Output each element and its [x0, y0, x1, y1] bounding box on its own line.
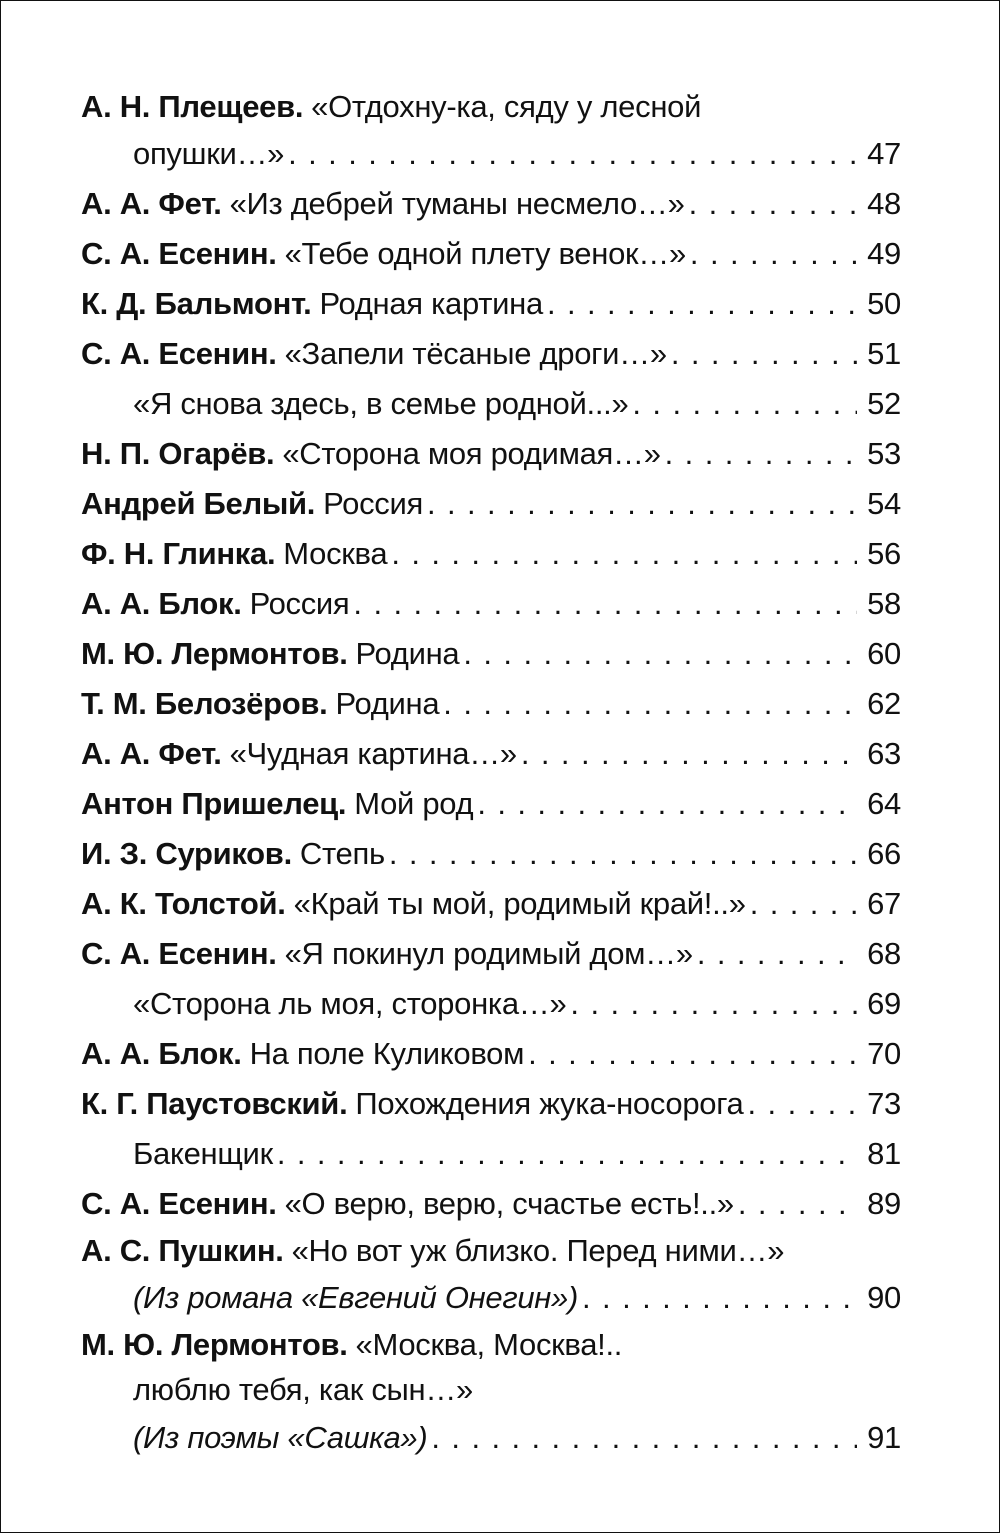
- toc-title: (Из поэмы «Сашка»): [133, 1420, 428, 1455]
- dot-leader: [671, 329, 857, 379]
- toc-title: На поле Куликовом: [249, 1036, 525, 1071]
- toc-title: «Но вот уж близко. Перед ними…»: [291, 1233, 785, 1268]
- toc-page-number: 58: [867, 586, 901, 621]
- toc-line: [81, 1179, 901, 1229]
- toc-line: [81, 479, 901, 529]
- toc-author: Т. М. Белозёров.: [81, 686, 328, 721]
- toc-author: И. З. Суриков.: [81, 836, 292, 871]
- dot-leader: [665, 429, 857, 479]
- toc-line: [81, 629, 901, 679]
- toc-line: [81, 429, 901, 479]
- toc-title: Россия: [323, 486, 423, 521]
- toc-line: [81, 1413, 901, 1463]
- toc-page-number: 64: [867, 786, 901, 821]
- toc-author: А. А. Блок.: [81, 1036, 242, 1071]
- dot-leader: [528, 1029, 857, 1079]
- dot-leader: [750, 879, 857, 929]
- toc-page-number: 56: [867, 536, 901, 571]
- toc-title: «О верю, верю, счастье есть!..»: [284, 1186, 734, 1221]
- toc-entry: [81, 329, 901, 379]
- toc-page-number: 52: [867, 386, 901, 421]
- dot-leader: [738, 1179, 857, 1229]
- toc-title: Степь: [299, 836, 385, 871]
- toc-line: [81, 229, 901, 279]
- toc-author: С. А. Есенин.: [81, 1186, 277, 1221]
- dot-leader: [353, 579, 857, 629]
- toc-line: [81, 129, 901, 179]
- toc-page-number: 81: [867, 1136, 901, 1171]
- toc-page-number: 62: [867, 686, 901, 721]
- toc-page-number: 47: [867, 136, 901, 171]
- toc-line: [81, 879, 901, 929]
- dot-leader: [632, 379, 857, 429]
- toc-page-number: 48: [867, 186, 901, 221]
- toc-line: [81, 1079, 901, 1129]
- toc-line: [81, 679, 901, 729]
- toc-line: [81, 329, 901, 379]
- toc-author: М. Ю. Лермонтов.: [81, 1327, 348, 1362]
- toc-page-number: 53: [867, 436, 901, 471]
- toc-line: [81, 779, 901, 829]
- toc-author: С. А. Есенин.: [81, 236, 277, 271]
- dot-leader: [521, 729, 857, 779]
- toc-title: Россия: [249, 586, 350, 621]
- toc-entry: [81, 85, 901, 179]
- dot-leader: [570, 979, 857, 1029]
- dot-leader: [477, 779, 857, 829]
- toc-entry: [81, 1179, 901, 1229]
- toc-title: Родина: [355, 636, 460, 671]
- dot-leader: [697, 929, 857, 979]
- dot-leader: [427, 479, 857, 529]
- toc-line: [81, 179, 901, 229]
- toc-entry: [81, 429, 901, 479]
- toc-page-number: 70: [867, 1036, 901, 1071]
- toc-entry: [81, 729, 901, 779]
- toc-author: А. А. Фет.: [81, 186, 222, 221]
- toc-title: «Сторона моя родимая…»: [282, 436, 661, 471]
- dot-leader: [690, 229, 857, 279]
- toc-entry: [81, 279, 901, 329]
- dot-leader: [277, 1129, 857, 1179]
- toc-author: А. А. Фет.: [81, 736, 222, 771]
- toc-entry: [81, 779, 901, 829]
- dot-leader: [288, 129, 857, 179]
- toc-entry: [81, 229, 901, 279]
- toc-entry: [81, 529, 901, 579]
- toc-title: (Из романа «Евгений Онегин»): [133, 1280, 579, 1315]
- toc-title: «Тебе одной плету венок…»: [284, 236, 686, 271]
- dot-leader: [463, 629, 857, 679]
- toc-line: [81, 529, 901, 579]
- toc-title: люблю тебя, как сын…»: [133, 1372, 473, 1407]
- toc-author: К. Г. Паустовский.: [81, 1086, 348, 1121]
- toc-entry: [81, 629, 901, 679]
- toc-title: «Отдохну-ка, сяду у лесной: [311, 89, 702, 124]
- toc-entry: [81, 879, 901, 929]
- toc-title: Похождения жука-носорога: [355, 1086, 744, 1121]
- toc-title: «Москва, Москва!..: [355, 1327, 623, 1362]
- toc-entry: [81, 929, 901, 979]
- dot-leader: [443, 679, 857, 729]
- toc-title: «Чудная картина…»: [229, 736, 517, 771]
- toc-page-number: 90: [867, 1280, 901, 1315]
- toc-author: С. А. Есенин.: [81, 936, 277, 971]
- toc-line: [81, 85, 901, 129]
- toc-author: А. А. Блок.: [81, 586, 242, 621]
- toc-line: [81, 929, 901, 979]
- toc-author: Ф. Н. Глинка.: [81, 536, 276, 571]
- toc-line: [81, 979, 901, 1029]
- dot-leader: [389, 829, 857, 879]
- toc-line: [81, 579, 901, 629]
- toc-page-number: 50: [867, 286, 901, 321]
- toc-entry: [81, 679, 901, 729]
- toc-entry: [81, 1323, 901, 1463]
- toc-title: «Запели тёсаные дроги…»: [284, 336, 667, 371]
- toc-page-number: 91: [867, 1420, 901, 1455]
- toc-page-number: 63: [867, 736, 901, 771]
- toc-line: [81, 1229, 901, 1273]
- toc-title: Родная картина: [319, 286, 543, 321]
- toc-author: А. К. Толстой.: [81, 886, 286, 921]
- toc-entry: [81, 829, 901, 879]
- toc-author: А. С. Пушкин.: [81, 1233, 284, 1268]
- dot-leader: [391, 529, 857, 579]
- toc-line: [81, 1029, 901, 1079]
- toc-line: [81, 1323, 901, 1367]
- toc-author: Андрей Белый.: [81, 486, 316, 521]
- toc-page-number: 73: [867, 1086, 901, 1121]
- toc-author: К. Д. Бальмонт.: [81, 286, 312, 321]
- toc-title: «Из дебрей туманы несмело…»: [229, 186, 685, 221]
- toc-page-number: 68: [867, 936, 901, 971]
- toc-page-number: 89: [867, 1186, 901, 1221]
- toc-title: «Край ты мой, родимый край!..»: [293, 886, 746, 921]
- toc-entry: [81, 579, 901, 629]
- toc-entry: [81, 479, 901, 529]
- toc-page-number: 49: [867, 236, 901, 271]
- toc-title: «Сторона ль моя, сторонка…»: [133, 986, 567, 1021]
- toc-entry: [81, 1229, 901, 1323]
- toc-line: [81, 1129, 901, 1179]
- dot-leader: [748, 1079, 857, 1129]
- toc-line: [81, 379, 901, 429]
- dot-leader: [582, 1273, 857, 1323]
- toc-entry: [81, 1029, 901, 1079]
- toc-title: «Я снова здесь, в семье родной...»: [133, 386, 629, 421]
- toc-page-number: 60: [867, 636, 901, 671]
- toc-author: М. Ю. Лермонтов.: [81, 636, 348, 671]
- dot-leader: [547, 279, 857, 329]
- toc-title: Родина: [335, 686, 440, 721]
- toc-page-number: 54: [867, 486, 901, 521]
- toc-line: [81, 829, 901, 879]
- toc-line: [81, 1273, 901, 1323]
- toc-page-number: 69: [867, 986, 901, 1021]
- dot-leader: [431, 1413, 857, 1463]
- toc-line: [81, 1367, 901, 1413]
- toc-author: Антон Пришелец.: [81, 786, 347, 821]
- toc-entry: [81, 1129, 901, 1179]
- toc-entry: [81, 379, 901, 429]
- toc-entry: [81, 1079, 901, 1129]
- toc-author: Н. П. Огарёв.: [81, 436, 275, 471]
- toc-title: Москва: [283, 536, 388, 571]
- toc-line: [81, 279, 901, 329]
- toc-title: Мой род: [354, 786, 474, 821]
- toc-entry: [81, 179, 901, 229]
- toc-page-number: 67: [867, 886, 901, 921]
- toc-author: А. Н. Плещеев.: [81, 89, 304, 124]
- toc-page-number: 66: [867, 836, 901, 871]
- toc-title: Бакенщик: [133, 1136, 273, 1171]
- toc-entry: [81, 979, 901, 1029]
- toc-line: [81, 729, 901, 779]
- toc-page-number: 51: [867, 336, 901, 371]
- table-of-contents: [81, 85, 901, 1463]
- toc-author: С. А. Есенин.: [81, 336, 277, 371]
- toc-title: «Я покинул родимый дом…»: [284, 936, 693, 971]
- dot-leader: [689, 179, 857, 229]
- toc-title: опушки…»: [133, 136, 285, 171]
